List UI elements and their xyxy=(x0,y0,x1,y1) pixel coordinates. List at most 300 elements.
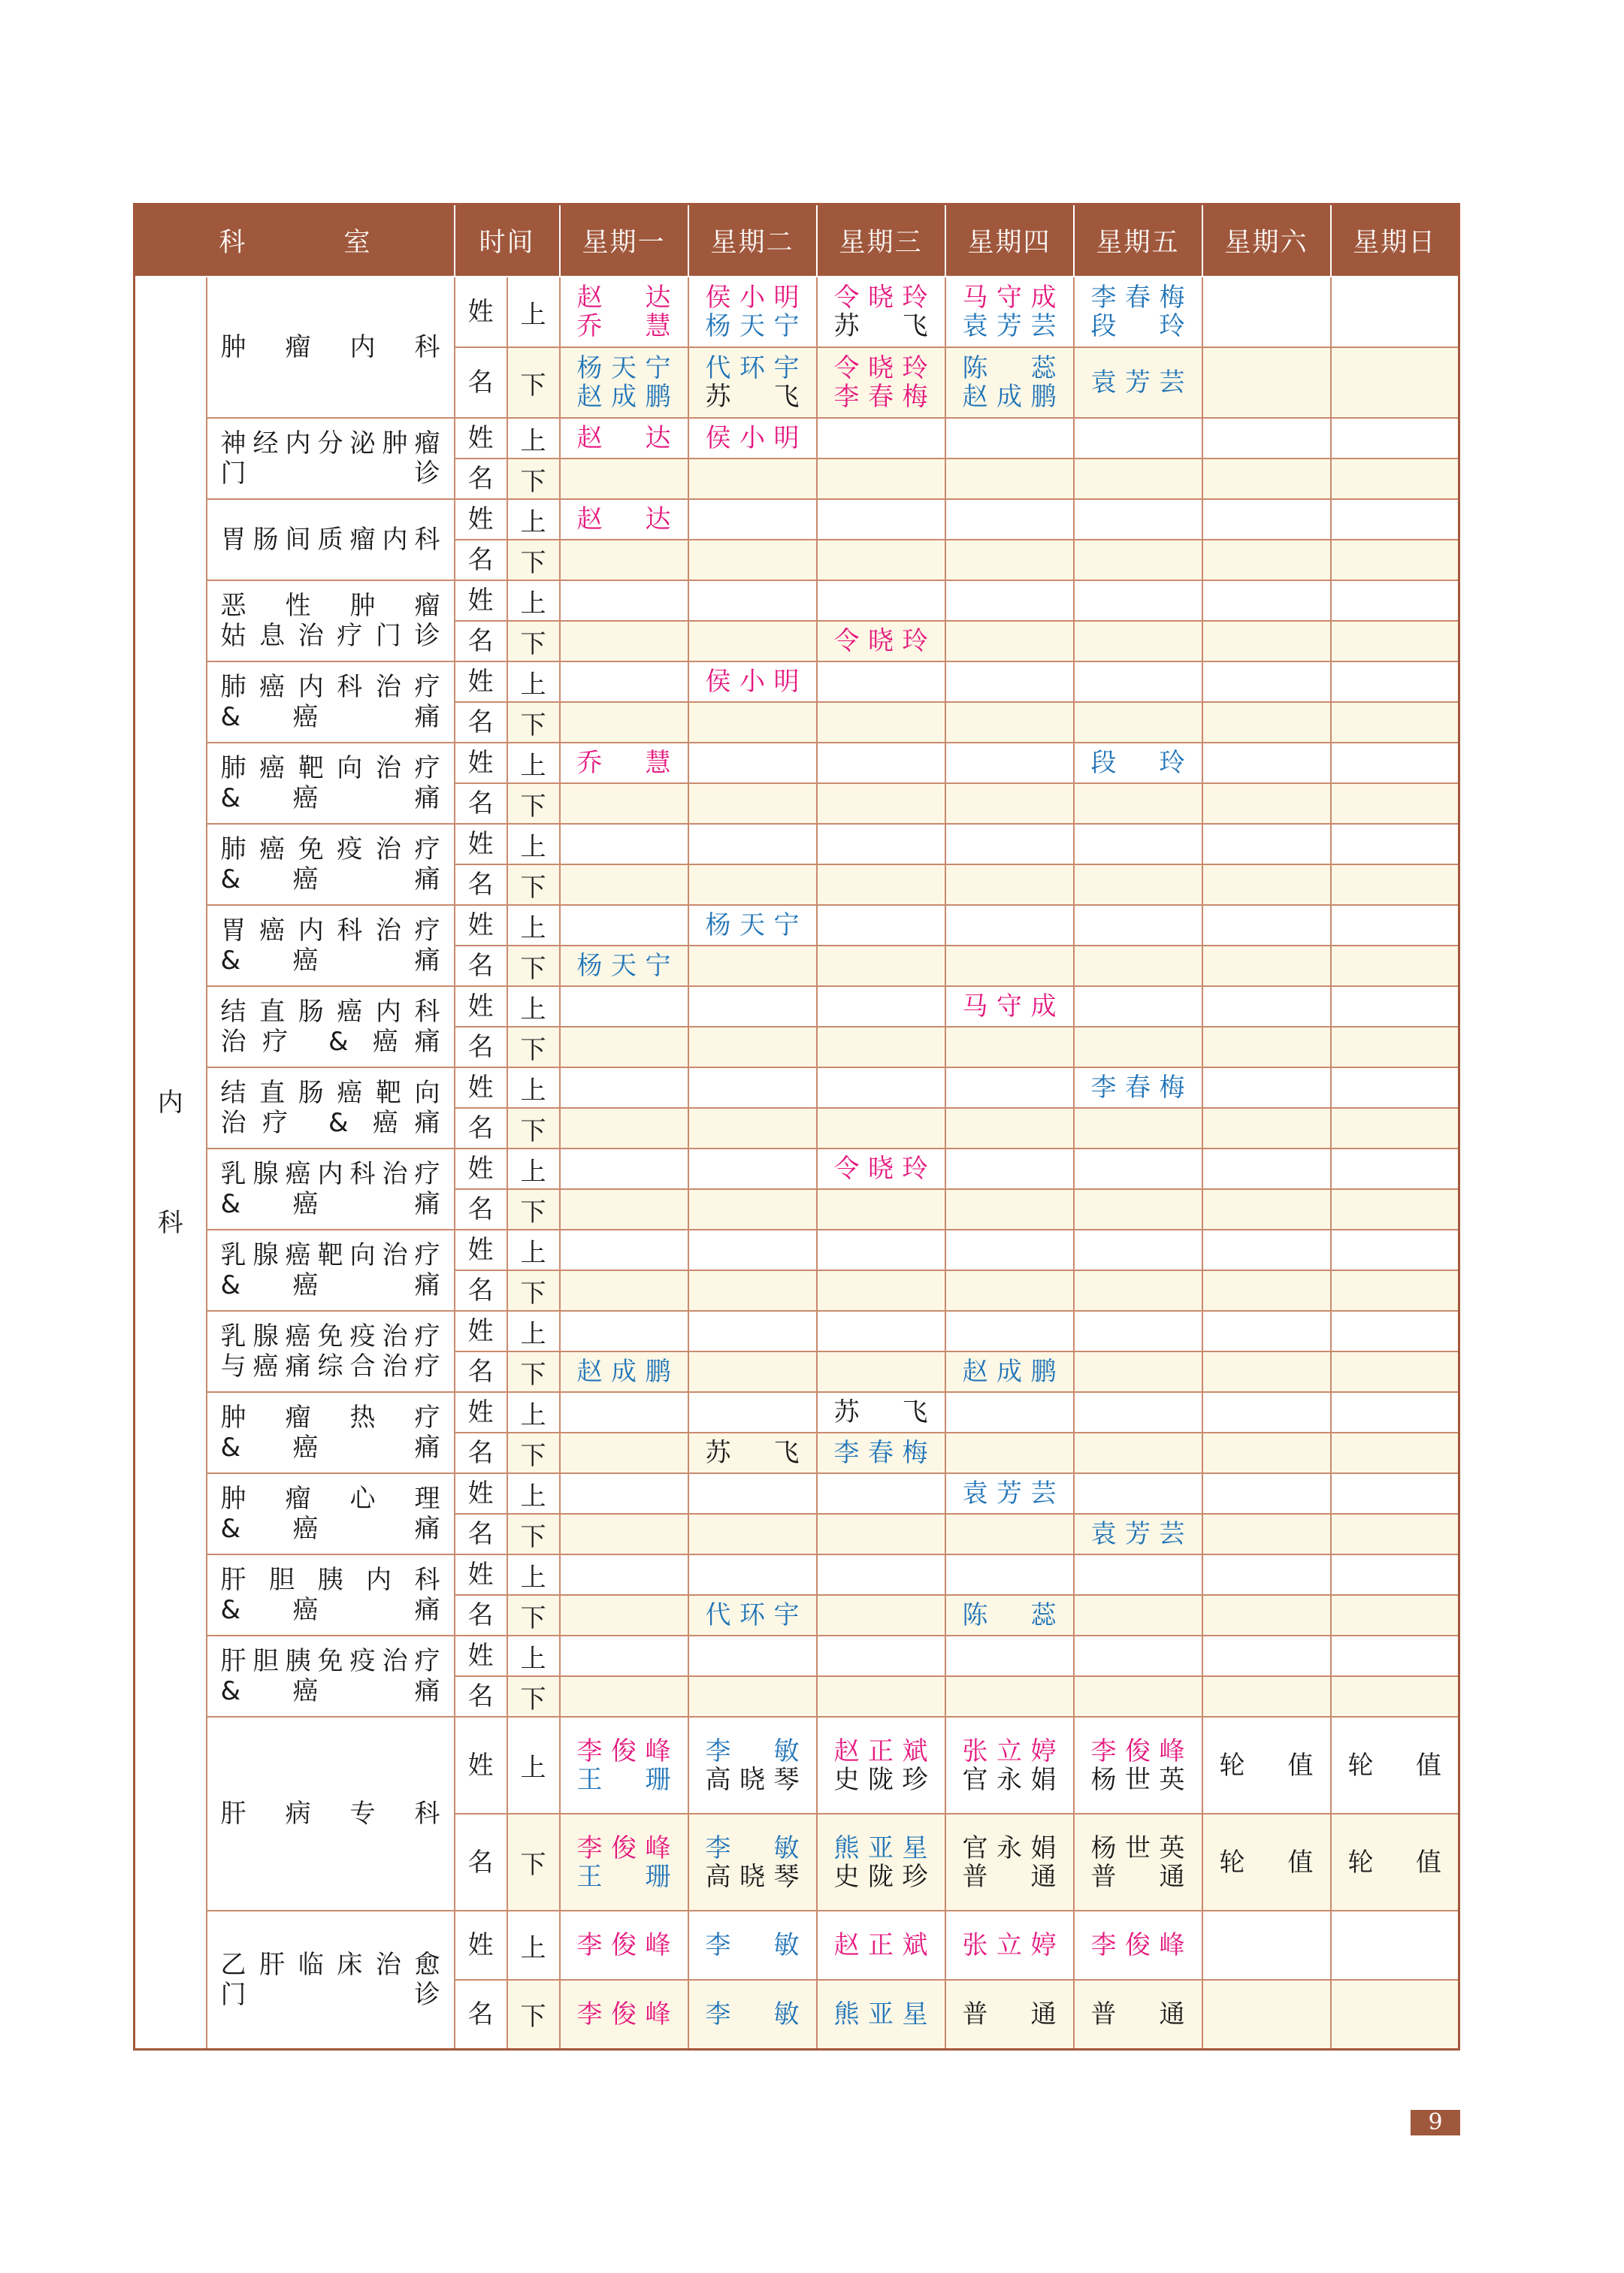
doctor-cell xyxy=(688,1911,817,1980)
slot-morning: 上 xyxy=(507,1230,560,1270)
doctor-cell xyxy=(1331,418,1459,459)
doctor-name: 轮 值 xyxy=(1347,1847,1442,1878)
doctor-name: 李俊峰 xyxy=(576,1930,671,1960)
doctor-cell xyxy=(1074,1149,1202,1189)
doctor-cell xyxy=(945,986,1074,1027)
doctor-name: 赵 达 xyxy=(576,423,671,453)
doctor-cell xyxy=(1074,347,1202,418)
doctor-cell xyxy=(1202,1311,1331,1351)
doctor-cell xyxy=(1331,1067,1459,1108)
doctor-cell xyxy=(560,986,688,1027)
doctor-name: 普 通 xyxy=(962,1999,1057,2029)
doctor-cell xyxy=(560,499,688,540)
name-label: 姓 xyxy=(455,661,507,702)
department-name-line: 肿 瘤 热 疗 xyxy=(220,1403,440,1433)
doctor-cell xyxy=(1074,621,1202,661)
slot-morning: 上 xyxy=(507,580,560,621)
doctor-name: 令晓玲 xyxy=(833,283,928,313)
doctor-cell xyxy=(945,1149,1074,1189)
doctor-cell xyxy=(1331,824,1459,864)
doctor-cell xyxy=(1202,1067,1331,1108)
doctor-cell xyxy=(560,418,688,459)
doctor-cell xyxy=(1074,1911,1202,1980)
doctor-name: 苏 飞 xyxy=(833,311,928,341)
doctor-name: 陈 蕊 xyxy=(962,1600,1057,1630)
name-label: 姓 xyxy=(455,1911,507,1980)
doctor-cell xyxy=(817,824,945,864)
doctor-cell xyxy=(945,661,1074,702)
doctor-cell xyxy=(1074,946,1202,986)
slot-morning: 上 xyxy=(507,661,560,702)
doctor-cell xyxy=(688,1108,817,1149)
doctor-cell xyxy=(1331,1595,1459,1636)
doctor-name: 李 敏 xyxy=(705,1999,800,2029)
department-name-line: 肝 病 专 科 xyxy=(220,1799,440,1829)
doctor-name: 袁芳芸 xyxy=(962,1479,1057,1509)
doctor-cell xyxy=(817,1473,945,1514)
doctor-cell xyxy=(688,1514,817,1554)
doctor-cell xyxy=(560,1554,688,1595)
doctor-cell xyxy=(817,1149,945,1189)
doctor-cell xyxy=(1202,905,1331,946)
doctor-name: 侯小明 xyxy=(705,283,800,313)
name-label: 名 xyxy=(455,1814,507,1911)
department-name-line: & 癌 痛 xyxy=(220,1189,440,1219)
doctor-cell xyxy=(817,1067,945,1108)
table-row xyxy=(135,418,1459,459)
doctor-cell xyxy=(560,1911,688,1980)
doctor-name: 赵 达 xyxy=(576,283,671,313)
doctor-name: 赵正斌 xyxy=(833,1930,928,1960)
header-day: 星期四 xyxy=(945,204,1074,277)
doctor-cell xyxy=(1331,621,1459,661)
slot-afternoon: 下 xyxy=(507,1027,560,1067)
doctor-cell xyxy=(1331,1351,1459,1392)
table-row xyxy=(135,824,1459,864)
department-name-line: 肝胆胰免疫治疗 xyxy=(220,1646,440,1676)
department-name xyxy=(207,1717,455,1911)
doctor-cell xyxy=(1202,1149,1331,1189)
department-name-line: 治疗 & 癌痛 xyxy=(220,1108,440,1138)
doctor-name: 普 通 xyxy=(962,1861,1057,1892)
slot-afternoon: 下 xyxy=(507,1676,560,1717)
doctor-cell xyxy=(1202,986,1331,1027)
doctor-cell xyxy=(1202,1270,1331,1311)
department-name-line: & 癌 痛 xyxy=(220,1514,440,1544)
table-row xyxy=(135,580,1459,621)
doctor-cell xyxy=(945,1311,1074,1351)
department-name xyxy=(207,1554,455,1636)
doctor-cell xyxy=(945,1230,1074,1270)
doctor-cell xyxy=(688,1595,817,1636)
doctor-cell xyxy=(945,905,1074,946)
doctor-cell xyxy=(1074,580,1202,621)
doctor-cell xyxy=(688,1676,817,1717)
doctor-cell xyxy=(945,864,1074,905)
doctor-cell xyxy=(1074,702,1202,743)
doctor-name: 轮 值 xyxy=(1219,1847,1314,1878)
doctor-cell xyxy=(560,459,688,499)
doctor-cell xyxy=(945,1067,1074,1108)
doctor-cell xyxy=(688,1473,817,1514)
department-name xyxy=(207,580,455,661)
header-day: 星期六 xyxy=(1202,204,1331,277)
slot-afternoon: 下 xyxy=(507,347,560,418)
table-row xyxy=(135,1149,1459,1189)
department-name-line: 胃癌内科治疗 xyxy=(220,916,440,946)
doctor-cell xyxy=(945,1189,1074,1230)
department-name xyxy=(207,1149,455,1230)
header-day: 星期一 xyxy=(560,204,688,277)
table-row xyxy=(135,1311,1459,1351)
doctor-cell xyxy=(1074,1270,1202,1311)
doctor-cell xyxy=(817,621,945,661)
doctor-name: 赵正斌 xyxy=(833,1736,928,1766)
doctor-cell xyxy=(688,824,817,864)
doctor-cell xyxy=(1331,1717,1459,1814)
doctor-cell xyxy=(560,661,688,702)
doctor-cell xyxy=(1331,905,1459,946)
doctor-cell xyxy=(1074,986,1202,1027)
name-label: 姓 xyxy=(455,1636,507,1676)
doctor-cell xyxy=(945,499,1074,540)
doctor-name: 高晓琴 xyxy=(705,1861,800,1892)
doctor-cell xyxy=(1331,580,1459,621)
doctor-name: 李春梅 xyxy=(833,382,928,412)
doctor-cell xyxy=(560,1149,688,1189)
doctor-cell xyxy=(1074,1230,1202,1270)
slot-afternoon: 下 xyxy=(507,864,560,905)
slot-morning: 上 xyxy=(507,1554,560,1595)
doctor-cell xyxy=(1074,1554,1202,1595)
doctor-cell xyxy=(688,1149,817,1189)
doctor-cell xyxy=(945,1392,1074,1433)
doctor-cell xyxy=(688,743,817,783)
doctor-name: 李 敏 xyxy=(705,1833,800,1863)
table-row xyxy=(135,1717,1459,1814)
slot-morning: 上 xyxy=(507,277,560,347)
doctor-cell xyxy=(688,1433,817,1473)
doctor-cell xyxy=(560,1595,688,1636)
doctor-cell xyxy=(560,864,688,905)
doctor-name: 赵成鹏 xyxy=(962,382,1057,412)
name-label: 姓 xyxy=(455,1311,507,1351)
doctor-cell xyxy=(688,946,817,986)
doctor-cell xyxy=(1331,946,1459,986)
doctor-name: 李春梅 xyxy=(1090,283,1185,313)
doctor-cell xyxy=(817,1027,945,1067)
doctor-cell xyxy=(945,347,1074,418)
doctor-cell xyxy=(817,702,945,743)
name-label: 姓 xyxy=(455,824,507,864)
doctor-cell xyxy=(1331,1189,1459,1230)
doctor-cell xyxy=(817,743,945,783)
doctor-name: 史陇珍 xyxy=(833,1861,928,1892)
name-label: 名 xyxy=(455,621,507,661)
doctor-cell xyxy=(1074,783,1202,824)
doctor-name: 王 珊 xyxy=(576,1861,671,1892)
table-row xyxy=(135,661,1459,702)
doctor-name: 杨天宁 xyxy=(705,910,800,940)
doctor-cell xyxy=(688,1027,817,1067)
doctor-cell xyxy=(1074,1311,1202,1351)
doctor-name: 官永娟 xyxy=(962,1764,1057,1795)
doctor-cell xyxy=(688,580,817,621)
doctor-cell xyxy=(1331,661,1459,702)
doctor-cell xyxy=(688,1270,817,1311)
department-name xyxy=(207,1636,455,1717)
doctor-cell xyxy=(1202,580,1331,621)
doctor-name: 李春梅 xyxy=(833,1438,928,1468)
doctor-name: 马守成 xyxy=(962,283,1057,313)
doctor-cell xyxy=(1331,1911,1459,1980)
doctor-cell xyxy=(1074,1514,1202,1554)
department-name-line: 肿 瘤 内 科 xyxy=(220,332,440,362)
doctor-cell xyxy=(688,1230,817,1270)
department-name xyxy=(207,824,455,905)
slot-morning: 上 xyxy=(507,986,560,1027)
doctor-cell xyxy=(560,580,688,621)
doctor-cell xyxy=(1202,1911,1331,1980)
doctor-name: 马守成 xyxy=(962,991,1057,1021)
doctor-cell xyxy=(1074,661,1202,702)
doctor-cell xyxy=(688,277,817,347)
doctor-cell xyxy=(1074,1717,1202,1814)
slot-afternoon: 下 xyxy=(507,1108,560,1149)
doctor-cell xyxy=(1331,986,1459,1027)
name-label: 姓 xyxy=(455,1149,507,1189)
doctor-cell xyxy=(817,1980,945,2049)
name-label: 名 xyxy=(455,702,507,743)
name-label: 名 xyxy=(455,1433,507,1473)
slot-afternoon: 下 xyxy=(507,1189,560,1230)
header-dept: 科 室 xyxy=(135,204,455,277)
doctor-cell xyxy=(1202,1717,1331,1814)
name-label: 姓 xyxy=(455,1554,507,1595)
doctor-name: 袁芳芸 xyxy=(1090,1519,1185,1549)
slot-afternoon: 下 xyxy=(507,540,560,580)
doctor-name: 官永娟 xyxy=(962,1833,1057,1863)
doctor-cell xyxy=(1202,1108,1331,1149)
table-body xyxy=(135,277,1459,2049)
doctor-cell xyxy=(945,1636,1074,1676)
doctor-cell xyxy=(560,1676,688,1717)
department-name xyxy=(207,1311,455,1392)
doctor-name: 李俊峰 xyxy=(1090,1736,1185,1766)
doctor-cell xyxy=(1331,1514,1459,1554)
department-name xyxy=(207,418,455,499)
doctor-cell xyxy=(817,864,945,905)
department-name-line: 乳腺癌内科治疗 xyxy=(220,1159,440,1189)
doctor-cell xyxy=(1331,1149,1459,1189)
doctor-cell xyxy=(945,824,1074,864)
doctor-cell xyxy=(817,540,945,580)
doctor-cell xyxy=(945,1270,1074,1311)
header-time: 时间 xyxy=(455,204,560,277)
doctor-cell xyxy=(945,1911,1074,1980)
doctor-cell xyxy=(688,1311,817,1351)
table-row xyxy=(135,1636,1459,1676)
doctor-name: 苏 飞 xyxy=(705,1438,800,1468)
name-label: 名 xyxy=(455,1351,507,1392)
doctor-cell xyxy=(1331,1473,1459,1514)
name-label: 姓 xyxy=(455,277,507,347)
doctor-name: 熊亚星 xyxy=(833,1833,928,1863)
table-row xyxy=(135,1230,1459,1270)
doctor-cell xyxy=(1202,661,1331,702)
doctor-cell xyxy=(1074,1027,1202,1067)
doctor-cell xyxy=(560,1814,688,1911)
table-row xyxy=(135,1067,1459,1108)
slot-morning: 上 xyxy=(507,418,560,459)
doctor-cell xyxy=(688,418,817,459)
doctor-cell xyxy=(1202,1027,1331,1067)
doctor-name: 杨天宁 xyxy=(576,951,671,981)
department-name-line: & 癌 痛 xyxy=(220,864,440,894)
doctor-cell xyxy=(560,1311,688,1351)
doctor-name: 李 敏 xyxy=(705,1930,800,1960)
name-label: 名 xyxy=(455,864,507,905)
department-name-line: 恶 性 肿 瘤 xyxy=(220,591,440,621)
doctor-cell xyxy=(1202,1230,1331,1270)
doctor-cell xyxy=(817,783,945,824)
doctor-cell xyxy=(817,1351,945,1392)
doctor-cell xyxy=(688,1717,817,1814)
doctor-name: 代环宇 xyxy=(705,1600,800,1630)
doctor-cell xyxy=(688,986,817,1027)
doctor-cell xyxy=(945,277,1074,347)
department-name-line: 肺癌靶向治疗 xyxy=(220,753,440,783)
doctor-cell xyxy=(945,783,1074,824)
doctor-cell xyxy=(560,824,688,864)
name-label: 姓 xyxy=(455,580,507,621)
slot-afternoon: 下 xyxy=(507,1814,560,1911)
slot-afternoon: 下 xyxy=(507,946,560,986)
doctor-cell xyxy=(1202,459,1331,499)
doctor-cell xyxy=(1202,1676,1331,1717)
header-day: 星期二 xyxy=(688,204,817,277)
name-label: 名 xyxy=(455,347,507,418)
department-name-line: & 癌 痛 xyxy=(220,1433,440,1463)
doctor-name: 赵成鹏 xyxy=(962,1357,1057,1387)
doctor-cell xyxy=(817,905,945,946)
doctor-cell xyxy=(1202,864,1331,905)
doctor-cell xyxy=(1202,1514,1331,1554)
slot-afternoon: 下 xyxy=(507,1514,560,1554)
doctor-cell xyxy=(1202,1814,1331,1911)
doctor-cell xyxy=(1331,743,1459,783)
doctor-cell xyxy=(817,1911,945,1980)
doctor-name: 高晓琴 xyxy=(705,1764,800,1795)
department-name-line: & 癌 痛 xyxy=(220,783,440,813)
doctor-cell xyxy=(945,1433,1074,1473)
doctor-cell xyxy=(1202,1433,1331,1473)
doctor-cell xyxy=(817,1636,945,1676)
doctor-cell xyxy=(1202,1189,1331,1230)
slot-morning: 上 xyxy=(507,824,560,864)
doctor-cell xyxy=(1331,277,1459,347)
doctor-cell xyxy=(817,1595,945,1636)
doctor-cell xyxy=(560,1392,688,1433)
doctor-name: 陈 蕊 xyxy=(962,353,1057,383)
doctor-cell xyxy=(1202,1595,1331,1636)
doctor-cell xyxy=(1074,864,1202,905)
doctor-cell xyxy=(688,905,817,946)
doctor-cell xyxy=(1331,783,1459,824)
name-label: 名 xyxy=(455,459,507,499)
slot-afternoon: 下 xyxy=(507,1595,560,1636)
doctor-cell xyxy=(560,277,688,347)
doctor-cell xyxy=(560,702,688,743)
name-label: 名 xyxy=(455,1189,507,1230)
doctor-name: 李俊峰 xyxy=(1090,1930,1185,1960)
doctor-cell xyxy=(817,418,945,459)
name-label: 名 xyxy=(455,1514,507,1554)
doctor-cell xyxy=(560,743,688,783)
doctor-cell xyxy=(1331,1027,1459,1067)
doctor-cell xyxy=(945,1554,1074,1595)
doctor-cell xyxy=(817,1230,945,1270)
doctor-name: 段 玲 xyxy=(1090,311,1185,341)
doctor-name: 代环宇 xyxy=(705,353,800,383)
doctor-cell xyxy=(1331,1230,1459,1270)
doctor-cell xyxy=(1202,418,1331,459)
doctor-cell xyxy=(1074,1676,1202,1717)
doctor-cell xyxy=(688,621,817,661)
doctor-name: 赵 达 xyxy=(576,504,671,534)
doctor-cell xyxy=(1074,1433,1202,1473)
doctor-cell xyxy=(817,1270,945,1311)
doctor-cell xyxy=(1074,1980,1202,2049)
doctor-cell xyxy=(817,347,945,418)
doctor-cell xyxy=(945,743,1074,783)
doctor-name: 袁芳芸 xyxy=(962,311,1057,341)
doctor-name: 李俊峰 xyxy=(576,1999,671,2029)
name-label: 名 xyxy=(455,783,507,824)
doctor-name: 乔 慧 xyxy=(576,311,671,341)
doctor-cell xyxy=(688,347,817,418)
doctor-cell xyxy=(817,1189,945,1230)
doctor-cell xyxy=(1202,1392,1331,1433)
doctor-cell xyxy=(817,946,945,986)
doctor-cell xyxy=(945,1027,1074,1067)
department-name-line: 结直肠癌内科 xyxy=(220,997,440,1027)
table-row xyxy=(135,1554,1459,1595)
doctor-name: 普 通 xyxy=(1090,1999,1185,2029)
doctor-name: 李俊峰 xyxy=(576,1833,671,1863)
doctor-cell xyxy=(945,1351,1074,1392)
slot-afternoon: 下 xyxy=(507,1980,560,2049)
doctor-cell xyxy=(1331,499,1459,540)
department-name-line: 乳腺癌靶向治疗 xyxy=(220,1240,440,1270)
name-label: 名 xyxy=(455,1676,507,1717)
department-name-line: & 癌 痛 xyxy=(220,1270,440,1300)
department-name-line: 肺癌内科治疗 xyxy=(220,672,440,702)
doctor-cell xyxy=(945,1717,1074,1814)
doctor-cell xyxy=(1074,1067,1202,1108)
doctor-cell xyxy=(817,1311,945,1351)
doctor-cell xyxy=(1202,702,1331,743)
doctor-cell xyxy=(945,580,1074,621)
doctor-cell xyxy=(945,1108,1074,1149)
table-header xyxy=(135,204,1459,277)
department-name-line: 乳腺癌免疫治疗 xyxy=(220,1321,440,1351)
doctor-name: 侯小明 xyxy=(705,423,800,453)
doctor-name: 李春梅 xyxy=(1090,1073,1185,1103)
department-name-line: & 癌 痛 xyxy=(220,1676,440,1706)
doctor-name: 杨天宁 xyxy=(705,311,800,341)
slot-morning: 上 xyxy=(507,499,560,540)
